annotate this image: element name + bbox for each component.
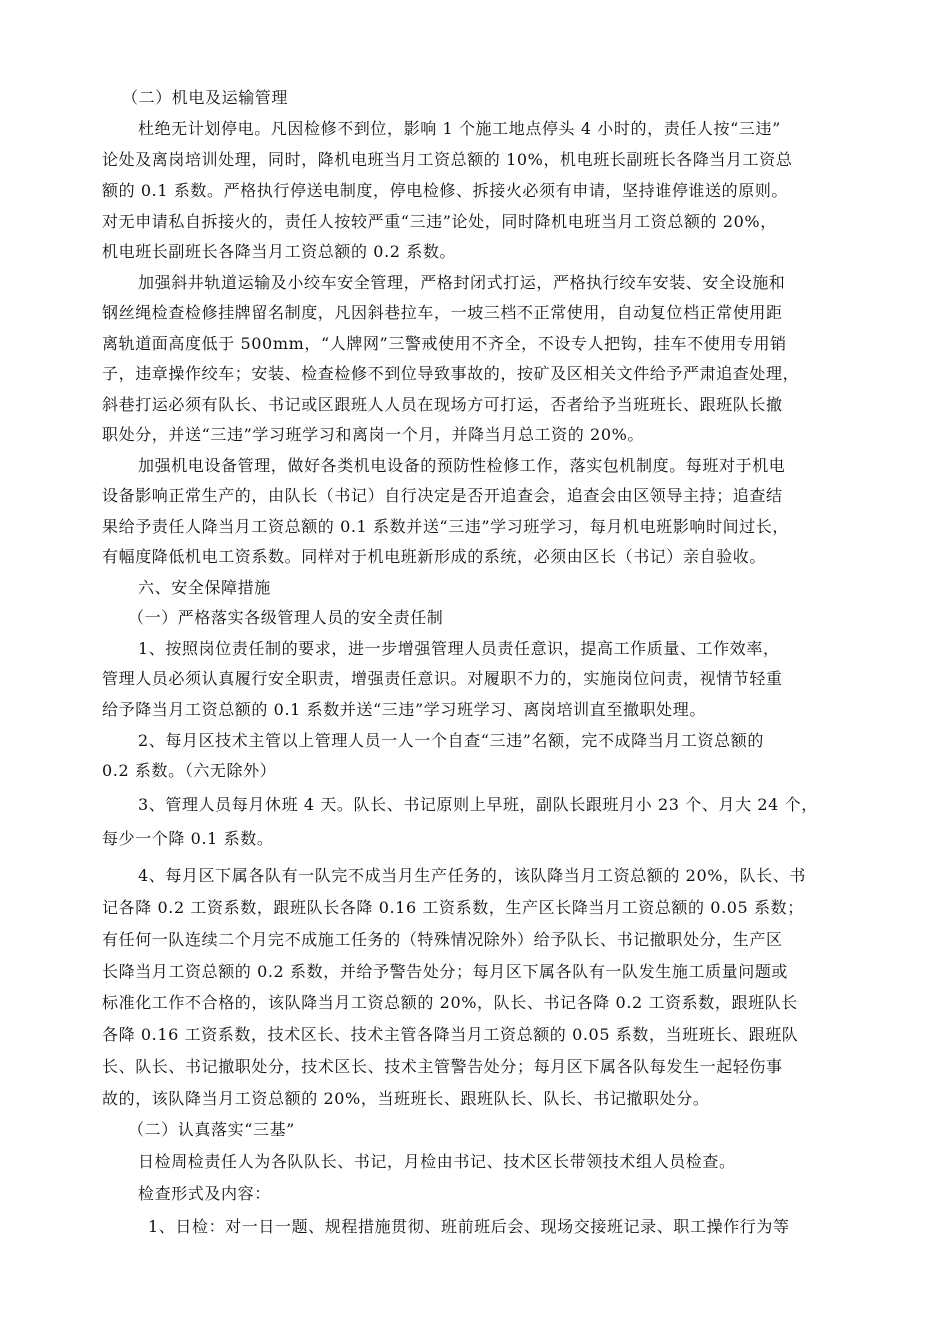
- paragraph-line: 斜巷打运必须有队长、书记或区跟班人人员在现场方可打运，否者给予当班班长、跟班队长撤: [102, 395, 783, 414]
- paragraph-line: 0.2 系数。（六无除外）: [102, 761, 277, 780]
- paragraph-line: 杜绝无计划停电。凡因检修不到位，影响 1 个施工地点停头 4 小时的，责任人按“三违”: [138, 119, 781, 138]
- paragraph-line: 3、管理人员每月休班 4 天。队长、书记原则上早班，副队长跟班月小 23 个、月大 24 个，: [138, 795, 818, 814]
- paragraph-line: 每少一个降 0.1 系数。: [102, 829, 274, 848]
- paragraph-line: 管理人员必须认真履行安全职责，增强责任意识。对履职不力的，实施岗位问责，视情节轻重: [102, 669, 783, 688]
- paragraph-line: 1、按照岗位责任制的要求，进一步增强管理人员责任意识，提高工作质量、工作效率，: [138, 639, 780, 658]
- paragraph-line: 记各降 0.2 工资系数，跟班队长各降 0.16 工资系数，生产区长降当月工资总额的 0.05 系数；: [102, 898, 804, 917]
- paragraph-line: 2、每月区技术主管以上管理人员一人一个自查“三违”名额，完不成降当月工资总额的: [138, 731, 764, 750]
- paragraph-line: 子，违章操作绞车；安装、检查检修不到位导致事故的，按矿及区相关文件给予严肃追查处理，: [102, 364, 800, 383]
- section-heading: 六、安全保障措施: [138, 578, 271, 597]
- paragraph-line: 给予降当月工资总额的 0.1 系数并送“三违”学习班学习、离岗培训直至撤职处理。: [102, 700, 706, 719]
- paragraph-line: 标准化工作不合格的，该队降当月工资总额的 20%，队长、书记各降 0.2 工资系数，跟班队长: [102, 993, 798, 1012]
- paragraph-line: 日检周检责任人为各队队长、书记，月检由书记、技术区长带领技术组人员检查。: [138, 1152, 736, 1171]
- paragraph-line: 额的 0.1 系数。严格执行停送电制度，停电检修、拆接火必须有申请，坚持谁停谁送的原则。: [102, 181, 789, 200]
- paragraph-line: 果给予责任人降当月工资总额的 0.1 系数并送“三违”学习班学习，每月机电班影响时间过长，: [102, 517, 789, 536]
- paragraph-line: 设备影响正常生产的，由队长（书记）自行决定是否开追查会，追查会由区领导主持；追查结: [102, 486, 783, 505]
- paragraph-line: 离轨道面高度低于 500mm，“人牌网”三警戒使用不齐全，不设专人把钩，挂车不使用专用销: [102, 334, 787, 353]
- paragraph-line: 对无申请私自拆接火的，责任人按较严重“三违”论处，同时降机电班当月工资总额的 20%，: [102, 212, 777, 231]
- paragraph-line: 长降当月工资总额的 0.2 系数，并给予警告处分；每月区下属各队有一队发生施工质量问题或: [102, 962, 789, 981]
- paragraph-line: 各降 0.16 工资系数，技术区长、技术主管各降当月工资总额的 0.05 系数，当班班长、跟班队: [102, 1025, 799, 1044]
- paragraph-line: 1、日检：对一日一题、规程措施贯彻、班前班后会、现场交接班记录、职工操作行为等: [148, 1217, 790, 1236]
- paragraph-line: 故的，该队降当月工资总额的 20%，当班班长、跟班队长、队长、书记撤职处分。: [102, 1089, 710, 1108]
- paragraph-line: 检查形式及内容：: [138, 1184, 271, 1203]
- paragraph-line: 加强斜井轨道运输及小绞车安全管理，严格封闭式打运，严格执行绞车安装、安全设施和: [138, 273, 786, 292]
- paragraph-line: 加强机电设备管理，做好各类机电设备的预防性检修工作，落实包机制度。每班对于机电: [138, 456, 786, 475]
- paragraph-line: 有幅度降低机电工资系数。同样对于机电班新形成的系统，必须由区长（书记）亲自验收。: [102, 547, 767, 566]
- paragraph-line: 有任何一队连续二个月完不成施工任务的（特殊情况除外）给予队长、书记撤职处分，生产区: [102, 930, 783, 949]
- paragraph-line: 论处及离岗培训处理，同时，降机电班当月工资总额的 10%，机电班长副班长各降当月工资总: [102, 150, 793, 169]
- section-heading: （二）机电及运输管理: [122, 88, 289, 107]
- paragraph-line: 职处分，并送“三违”学习班学习和离岗一个月，并降当月总工资的 20%。: [102, 425, 645, 444]
- paragraph-line: 机电班长副班长各降当月工资总额的 0.2 系数。: [102, 242, 457, 261]
- paragraph-line: 钢丝绳检查检修挂牌留名制度，凡因斜巷拉车，一坡三档不正常使用，自动复位档正常使用距: [102, 303, 783, 322]
- subsection-heading: （二）认真落实“三基”: [128, 1120, 295, 1139]
- paragraph-line: 长、队长、书记撤职处分，技术区长、技术主管警告处分；每月区下属各队每发生一起轻伤事: [102, 1057, 783, 1076]
- paragraph-line: 4、每月区下属各队有一队完不成当月生产任务的，该队降当月工资总额的 20%，队长、书: [138, 866, 807, 885]
- subsection-heading: （一）严格落实各级管理人员的安全责任制: [128, 608, 444, 627]
